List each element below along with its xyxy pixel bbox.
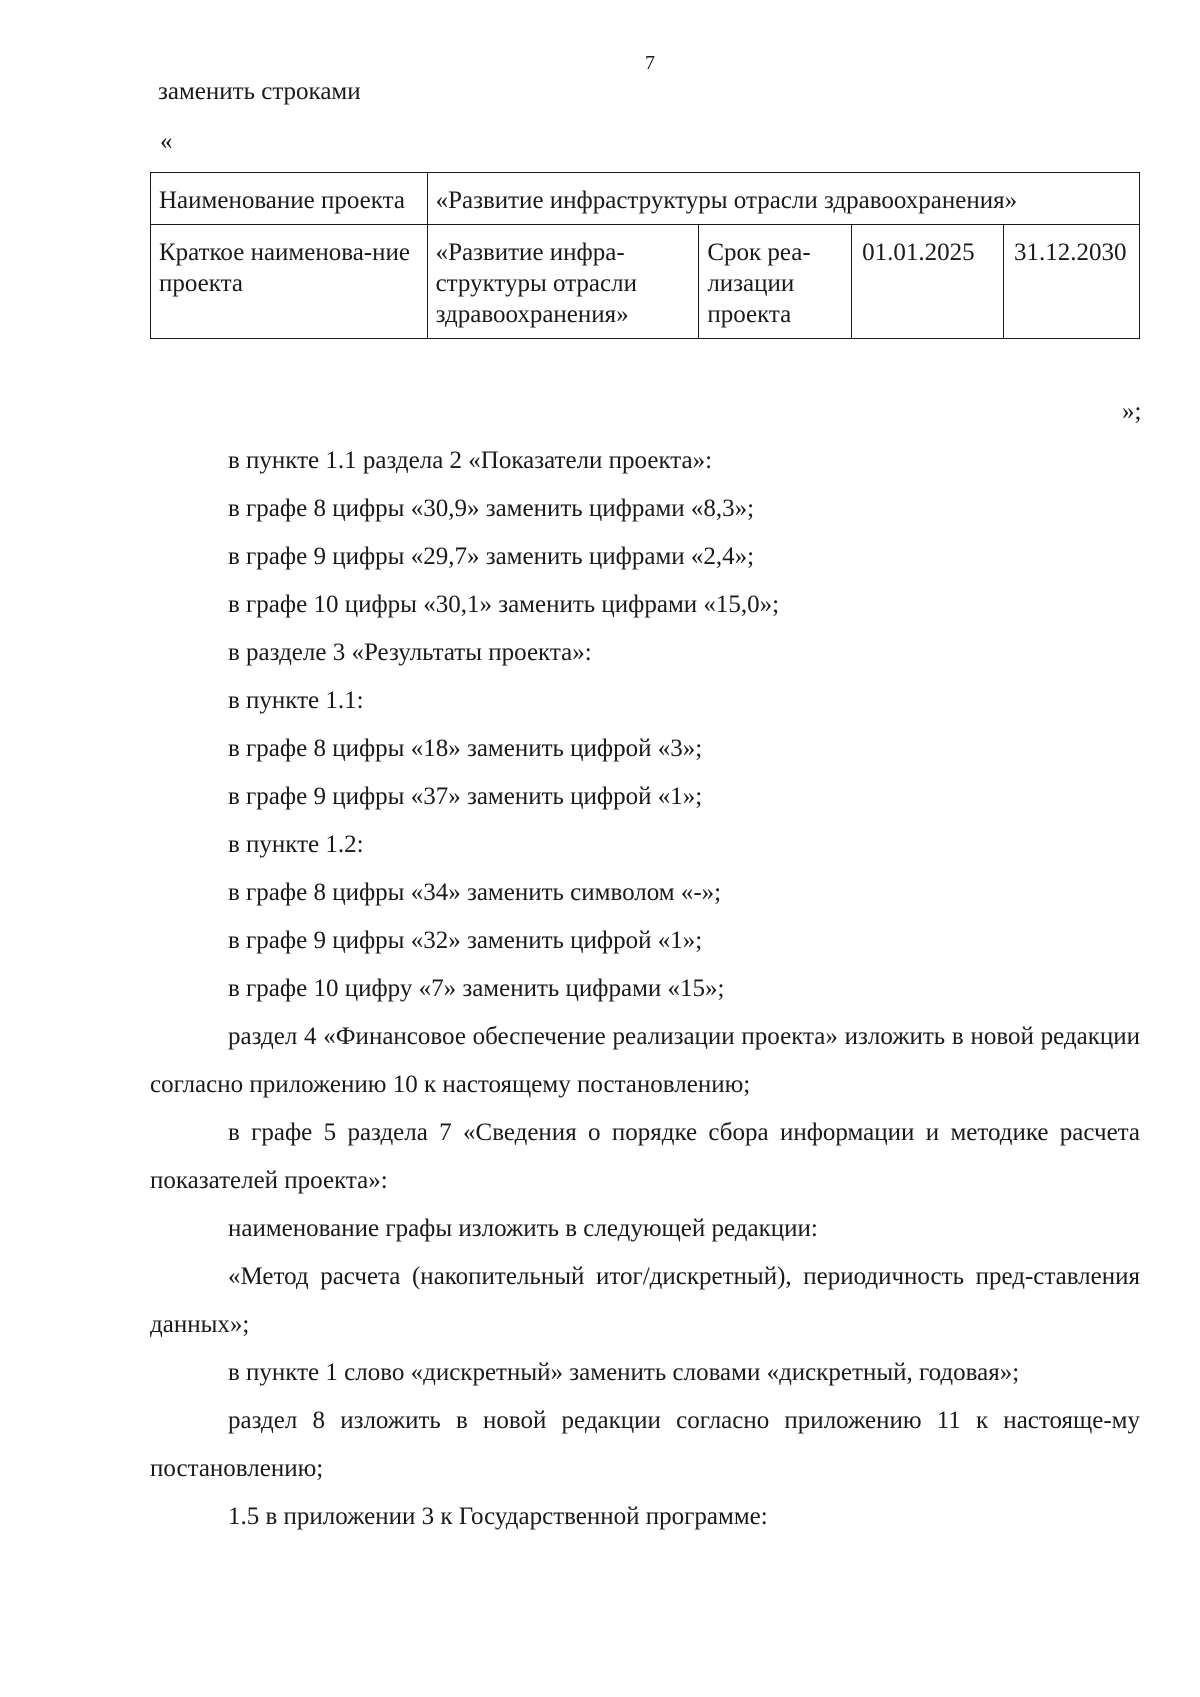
paragraph: «Метод расчета (накопительный итог/дискретный), периодичность пред-ставления данных»;: [150, 1263, 1140, 1338]
end-date: 31.12.2030: [1004, 225, 1140, 339]
table-row: [151, 225, 1140, 339]
closing-quote: »;: [1122, 398, 1142, 425]
start-date: 01.01.2025: [852, 225, 1004, 339]
intro-text: заменить строками: [158, 78, 361, 105]
paragraph: в графе 9 цифры «32» заменить цифрой «1»;: [228, 927, 703, 954]
opening-quote: «: [160, 128, 173, 155]
paragraph: в пункте 1.2:: [228, 831, 364, 858]
project-name-label: Наименование проекта: [151, 173, 428, 225]
term-label: Срок реа-лизации проекта: [699, 225, 852, 339]
paragraph: в графе 10 цифры «30,1» заменить цифрами «15,0»;: [228, 591, 780, 618]
body-text: [150, 437, 1140, 1541]
paragraph: наименование графы изложить в следующей редакции:: [228, 1215, 818, 1242]
paragraph: в графе 10 цифру «7» заменить цифрами «15»;: [228, 975, 725, 1002]
paragraph: в разделе 3 «Результаты проекта»:: [228, 639, 592, 666]
project-name-value: «Развитие инфраструктуры отрасли здравоохранения»: [427, 173, 1139, 225]
paragraph: в графе 5 раздела 7 «Сведения о порядке сбора информации и методике расчета показателей проекта»:: [150, 1119, 1140, 1194]
paragraph: раздел 4 «Финансовое обеспечение реализации проекта» изложить в новой редакции согласно приложению 10 к настоящему постановлению;: [150, 1023, 1140, 1098]
paragraph: в пункте 1.1:: [228, 687, 364, 714]
paragraph: в графе 8 цифры «30,9» заменить цифрами «8,3»;: [228, 495, 755, 522]
page-number: 7: [645, 52, 655, 74]
paragraph: в пункте 1.1 раздела 2 «Показатели проекта»:: [228, 447, 713, 474]
paragraph: в графе 8 цифры «18» заменить цифрой «3»;: [228, 735, 703, 762]
paragraph: в графе 8 цифры «34» заменить символом «-»;: [228, 879, 722, 906]
paragraph: в графе 9 цифры «37» заменить цифрой «1»;: [228, 783, 703, 810]
paragraph: раздел 8 изложить в новой редакции согласно приложению 11 к настояще-му постановлению;: [150, 1407, 1140, 1482]
paragraph: в пункте 1 слово «дискретный» заменить словами «дискретный, годовая»;: [228, 1359, 1020, 1386]
table-row: [151, 173, 1140, 225]
paragraph: 1.5 в приложении 3 к Государственной программе:: [228, 1503, 768, 1530]
short-name-label: Краткое наименова-ние проекта: [151, 225, 428, 339]
project-table: [150, 172, 1140, 339]
short-name-value: «Развитие инфра-структуры отрасли здравоохранения»: [427, 225, 699, 339]
paragraph: в графе 9 цифры «29,7» заменить цифрами «2,4»;: [228, 543, 755, 570]
